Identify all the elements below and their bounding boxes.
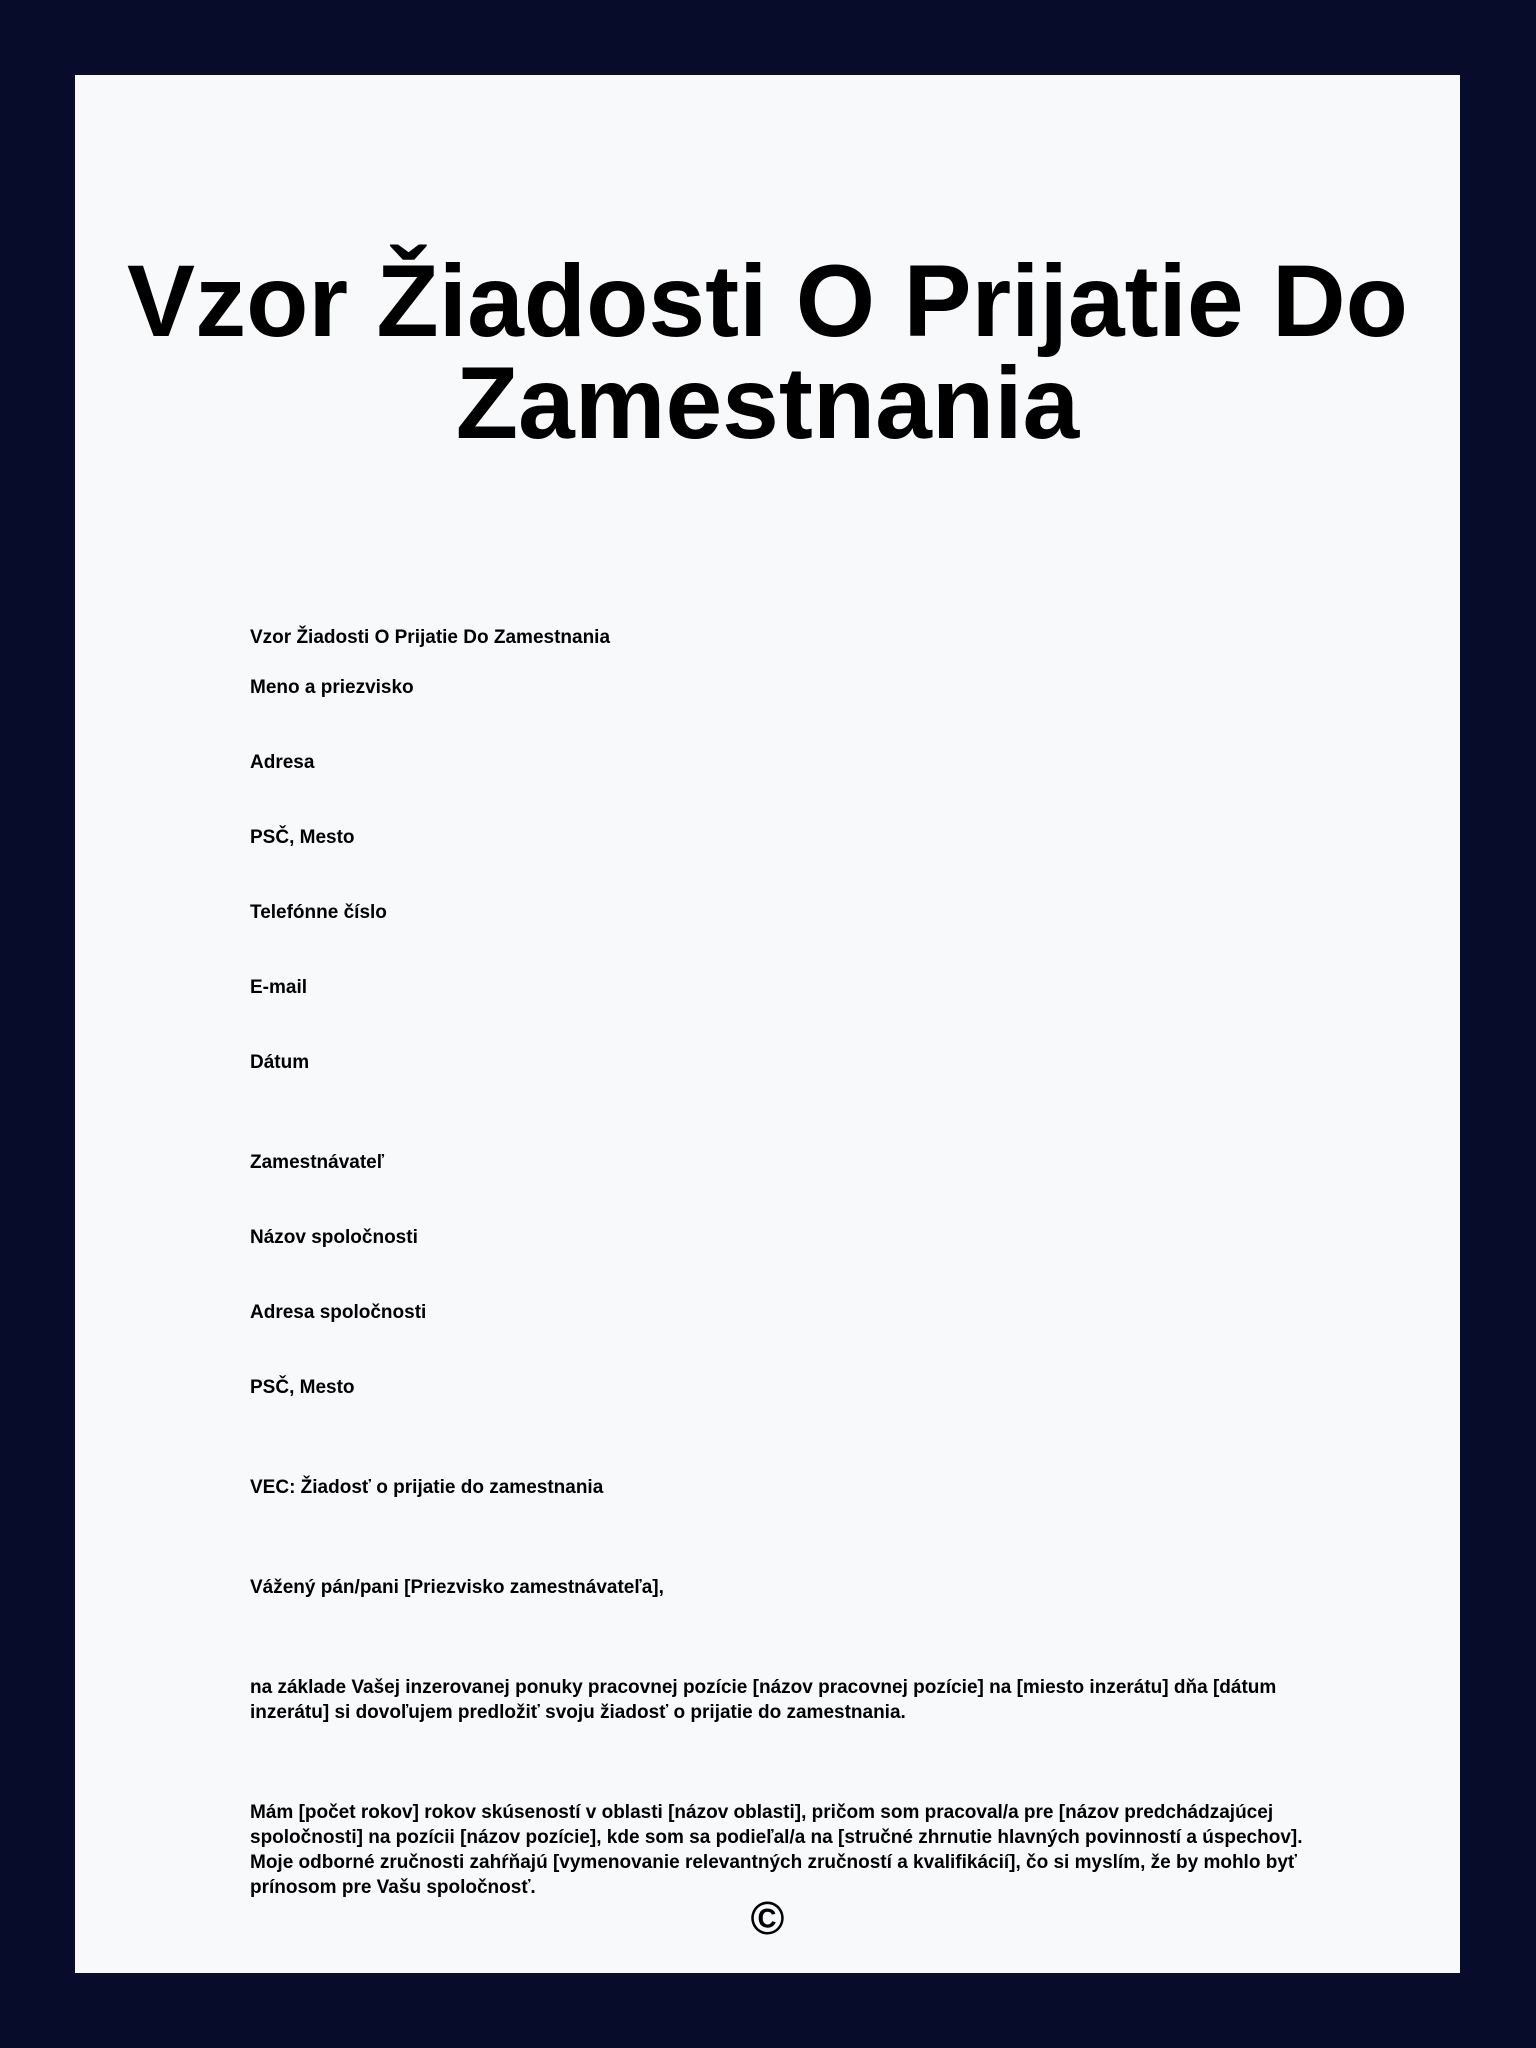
letter-salutation: Vážený pán/pani [Priezvisko zamestnávateľa], — [250, 1577, 664, 1598]
copyright-symbol: © — [750, 1892, 785, 1944]
sender-email: E-mail — [250, 977, 308, 998]
sender-phone: Telefónne číslo — [250, 902, 387, 923]
recipient-company-name: Názov spoločnosti — [250, 1227, 418, 1248]
sender-postal-city: PSČ, Mesto — [250, 827, 355, 848]
sender-date: Dátum — [250, 1052, 310, 1073]
letter-subject: VEC: Žiadosť o prijatie do zamestnania — [250, 1477, 604, 1498]
letter-paragraph-2: Mám [počet rokov] rokov skúseností v oblasti [názov oblasti], pričom som pracoval/a pre [názov predchádzajúcej spoločnosti] na pozícii [názov pozície], kde som sa podieľal/a na [stručné zhrnutie hlavných povinností a úspechov]. Moje odborné zručnosti zahŕňajú [vymenovanie relevantných zručností a kvalifikácií], čo si myslím, že by mohlo byť prínosom pre Vašu spoločnosť. — [250, 1802, 1303, 1898]
recipient-company-address: Adresa spoločnosti — [250, 1302, 427, 1323]
sender-name: Meno a priezvisko — [250, 677, 414, 698]
letter-paragraph-1: na základe Vašej inzerovanej ponuky pracovnej pozície [názov pracovnej pozície] na [miesto inzerátu] dňa [dátum inzerátu] si dovoľujem predložiť svoju žiadosť o prijatie do zamestnania. — [250, 1677, 1277, 1723]
document-title: Vzor Žiadosti O Prijatie Do Zamestnania — [127, 244, 1408, 460]
recipient-label: Zamestnávateľ — [250, 1152, 385, 1173]
document-page — [75, 75, 1460, 1973]
letter-heading: Vzor Žiadosti O Prijatie Do Zamestnania — [250, 627, 611, 648]
sender-address: Adresa — [250, 752, 315, 773]
recipient-postal-city: PSČ, Mesto — [250, 1377, 355, 1398]
